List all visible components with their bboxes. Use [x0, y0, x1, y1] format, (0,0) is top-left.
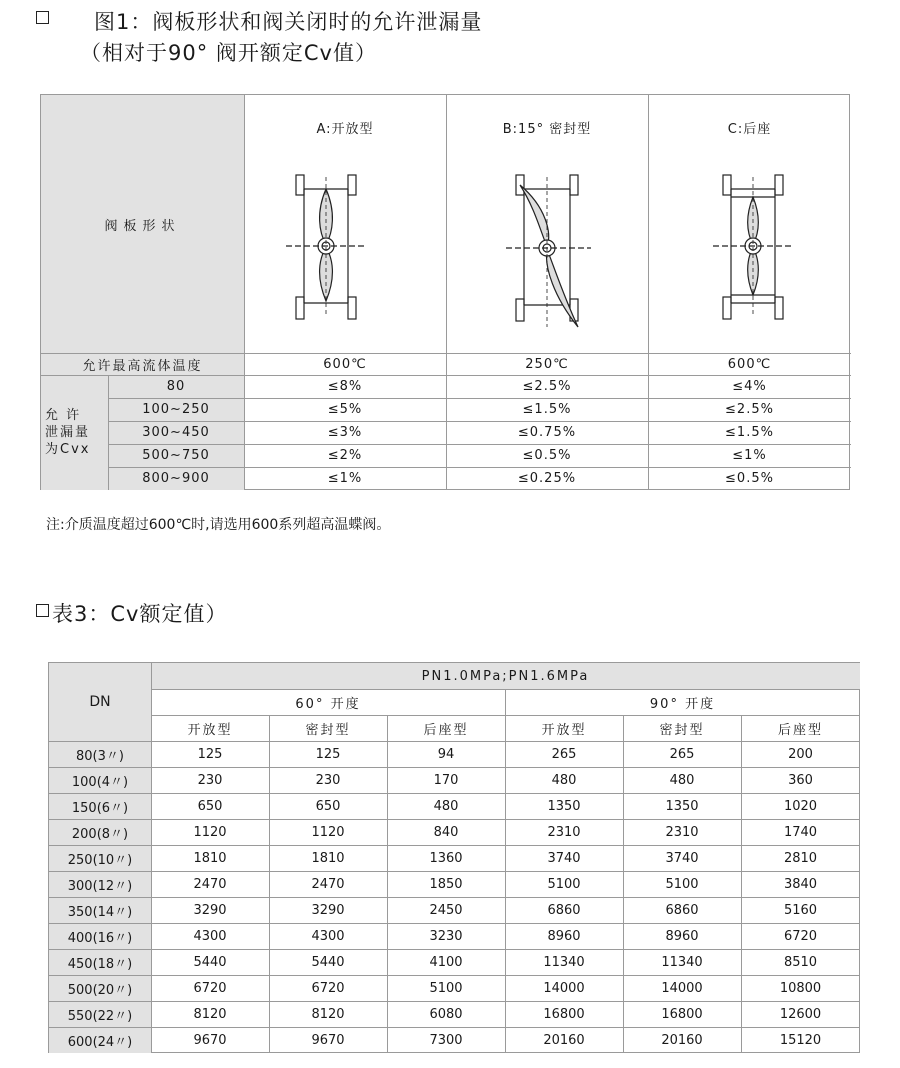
grid-h [108, 421, 851, 422]
dn-cell: 500(20〃) [49, 975, 151, 1001]
grid-h [49, 793, 860, 794]
grid-h [151, 689, 860, 690]
shape-header: 阀板形状 [41, 95, 244, 353]
leak-size-cell: 80 [166, 379, 186, 394]
cv-value-cell: 94 [437, 746, 455, 762]
cv-value-cell: 16800 [661, 1006, 703, 1022]
leak-value-cell: ≤1.5% [522, 402, 572, 417]
type-c-label: C:后座 [727, 121, 772, 137]
leak-size-cell: 500~750 [142, 448, 210, 463]
cv-value-cell: 230 [315, 772, 341, 788]
cv-value-cell: 480 [669, 772, 695, 788]
grid-h [49, 975, 860, 976]
cv-value-cell: 6860 [665, 902, 699, 918]
grid-v [446, 95, 447, 490]
leak-size-cell: 800~900 [142, 471, 210, 486]
dn-cell: 80(3〃) [49, 741, 151, 767]
grid-v [269, 715, 270, 1053]
valve-backseat-type-drawing [713, 167, 803, 332]
figure-subtitle: （相对于90° 阀开额定Cv值） [80, 41, 377, 65]
grid-h [108, 398, 851, 399]
cv-value-cell: 125 [197, 746, 223, 762]
grid-h [49, 949, 860, 950]
leak-value-cell: ≤3% [327, 425, 363, 440]
dn-cell: 600(24〃) [49, 1027, 151, 1053]
leak-value-cell: ≤0.25% [517, 471, 577, 486]
dn-cell: 350(14〃) [49, 897, 151, 923]
cv-value-cell: 8510 [783, 954, 818, 970]
grid-h [108, 467, 851, 468]
cv-value-cell: 1740 [783, 824, 818, 840]
cv-value-cell: 1350 [665, 798, 699, 814]
cv-value-cell: 360 [788, 772, 813, 788]
cv-value-cell: 11340 [543, 954, 585, 970]
dn-cell: 200(8〃) [49, 819, 151, 845]
leak-value-cell: ≤5% [327, 402, 363, 417]
cv-value-cell: 4100 [429, 954, 463, 970]
cv-value-cell: 16800 [543, 1006, 585, 1022]
cv-value-cell: 12600 [779, 1006, 822, 1022]
cv-value-cell: 3740 [547, 850, 581, 866]
grid-h [151, 715, 860, 716]
cv-value-cell: 6860 [547, 902, 581, 918]
cv-value-cell: 6720 [193, 980, 227, 996]
cv-value-cell: 14000 [661, 980, 703, 996]
leak-size-cell: 100~250 [142, 402, 210, 417]
cv-value-cell: 5440 [311, 954, 345, 970]
cv-value-cell: 1850 [429, 876, 463, 892]
dn-cell: 400(16〃) [49, 923, 151, 949]
cv-value-cell: 3840 [783, 876, 818, 892]
leakage-table [40, 94, 850, 490]
grid-v [151, 663, 152, 1053]
cv-value-cell: 200 [788, 746, 813, 762]
grid-v [648, 95, 649, 490]
cv-value-cell: 3290 [193, 902, 227, 918]
cv-value-cell: 8120 [311, 1006, 345, 1022]
grid-h [49, 819, 860, 820]
dn-cell: 550(22〃) [49, 1001, 151, 1027]
temp-label: 允许最高流体温度 [41, 353, 244, 375]
cv-value-cell: 480 [551, 772, 577, 788]
sub-header-cell: 后座型 [423, 722, 469, 738]
cv-value-cell: 3230 [429, 928, 463, 944]
temp-c: 600℃ [727, 356, 772, 372]
dn-cell: 150(6〃) [49, 793, 151, 819]
cv-value-cell: 1020 [783, 798, 818, 814]
leak-value-cell: ≤1% [732, 448, 767, 463]
cv-value-cell: 9670 [311, 1032, 345, 1048]
valve-open-type-drawing [286, 167, 376, 332]
cv-value-cell: 20160 [661, 1032, 703, 1048]
grid-h [41, 375, 851, 376]
cv-value-cell: 8120 [193, 1006, 227, 1022]
grid-h [49, 767, 860, 768]
cv-value-cell: 265 [669, 746, 695, 762]
grid-h [49, 1027, 860, 1028]
cv-value-cell: 20160 [543, 1032, 585, 1048]
sub-header-cell: 密封型 [305, 722, 351, 738]
cv-value-cell: 480 [433, 798, 459, 814]
cv-value-cell: 8960 [547, 928, 581, 944]
type-a-label: A:开放型 [316, 121, 374, 137]
cv-value-cell: 1120 [193, 824, 227, 840]
temp-a: 600℃ [323, 356, 367, 372]
cv-rating-table [48, 662, 860, 1053]
cv-value-cell: 3740 [665, 850, 699, 866]
cv-value-cell: 7300 [429, 1032, 463, 1048]
grid-h [49, 1001, 860, 1002]
sub-header-cell: 开放型 [187, 722, 233, 738]
leak-value-cell: ≤2% [327, 448, 363, 463]
cv-value-cell: 170 [433, 772, 459, 788]
cv-value-cell: 5100 [665, 876, 699, 892]
cv-value-cell: 3290 [311, 902, 345, 918]
grid-h [49, 845, 860, 846]
grid-h [49, 897, 860, 898]
cv-value-cell: 650 [197, 798, 223, 814]
leak-value-cell: ≤1% [327, 471, 363, 486]
opening-90-header: 90° 开度 [649, 696, 716, 712]
cv-value-cell: 1810 [193, 850, 227, 866]
cv-value-cell: 5440 [193, 954, 227, 970]
note: 注:介质温度超过600℃时,请选用600系列超高温蝶阀。 [46, 517, 391, 533]
cv-value-cell: 6720 [311, 980, 345, 996]
grid-v [108, 375, 109, 490]
cv-value-cell: 1120 [311, 824, 345, 840]
cv-value-cell: 5160 [783, 902, 818, 918]
sub-header-cell: 密封型 [659, 722, 705, 738]
grid-h [49, 923, 860, 924]
grid-v [741, 715, 742, 1053]
sub-header-cell: 开放型 [541, 722, 587, 738]
cv-value-cell: 11340 [661, 954, 703, 970]
cv-value-cell: 230 [197, 772, 223, 788]
cv-value-cell: 6720 [783, 928, 818, 944]
cv-value-cell: 14000 [543, 980, 585, 996]
leak-value-cell: ≤0.5% [725, 471, 774, 486]
cv-value-cell: 2470 [193, 876, 227, 892]
grid-v [387, 715, 388, 1053]
cv-value-cell: 2310 [547, 824, 581, 840]
dn-cell: 250(10〃) [49, 845, 151, 871]
grid-v [244, 95, 245, 490]
dn-header: DN [49, 663, 151, 741]
cv-value-cell: 265 [551, 746, 577, 762]
grid-h [41, 353, 851, 354]
cv-value-cell: 6080 [429, 1006, 463, 1022]
temp-b: 250℃ [525, 356, 569, 372]
leak-value-cell: ≤0.5% [522, 448, 572, 463]
leak-value-cell: ≤1.5% [725, 425, 774, 440]
cv-value-cell: 4300 [311, 928, 345, 944]
grid-v [623, 715, 624, 1053]
figure-title: 图1：阀板形状和阀关闭时的允许泄漏量 [94, 10, 483, 34]
pressure-header: PN1.0MPa;PN1.6MPa [151, 663, 860, 689]
leak-label: 允 许 泄漏量 为Cvx [41, 375, 108, 490]
leak-size-cell: 300~450 [142, 425, 210, 440]
grid-h [49, 871, 860, 872]
leak-value-cell: ≤2.5% [725, 402, 774, 417]
leak-value-cell: ≤0.75% [517, 425, 577, 440]
cv-value-cell: 1350 [547, 798, 581, 814]
type-b-label: B:15° 密封型 [502, 121, 592, 137]
sub-header-cell: 后座型 [777, 722, 823, 738]
valve-sealed-type-drawing [506, 167, 601, 337]
cv-value-cell: 650 [315, 798, 341, 814]
dn-cell: 300(12〃) [49, 871, 151, 897]
opening-60-header: 60° 开度 [295, 696, 361, 712]
leak-value-cell: ≤2.5% [522, 379, 572, 394]
cv-value-cell: 840 [433, 824, 459, 840]
cv-value-cell: 2310 [665, 824, 699, 840]
cv-value-cell: 2810 [783, 850, 818, 866]
grid-h [49, 741, 860, 742]
cv-value-cell: 1360 [429, 850, 463, 866]
checkbox-square-icon [36, 604, 49, 617]
checkbox-square-icon [36, 11, 49, 24]
cv-value-cell: 5100 [429, 980, 463, 996]
cv-value-cell: 8960 [665, 928, 699, 944]
cv-value-cell: 1810 [311, 850, 345, 866]
grid-h [108, 444, 851, 445]
dn-cell: 450(18〃) [49, 949, 151, 975]
cv-value-cell: 5100 [547, 876, 581, 892]
leak-value-cell: ≤8% [327, 379, 363, 394]
cv-value-cell: 15120 [779, 1032, 822, 1048]
cv-value-cell: 2450 [429, 902, 463, 918]
cv-value-cell: 10800 [779, 980, 822, 996]
dn-cell: 100(4〃) [49, 767, 151, 793]
cv-value-cell: 125 [315, 746, 341, 762]
cv-value-cell: 2470 [311, 876, 345, 892]
table3-title: 表3：Cv额定值） [52, 602, 228, 626]
leak-value-cell: ≤4% [732, 379, 767, 394]
cv-value-cell: 9670 [193, 1032, 227, 1048]
cv-value-cell: 4300 [193, 928, 227, 944]
